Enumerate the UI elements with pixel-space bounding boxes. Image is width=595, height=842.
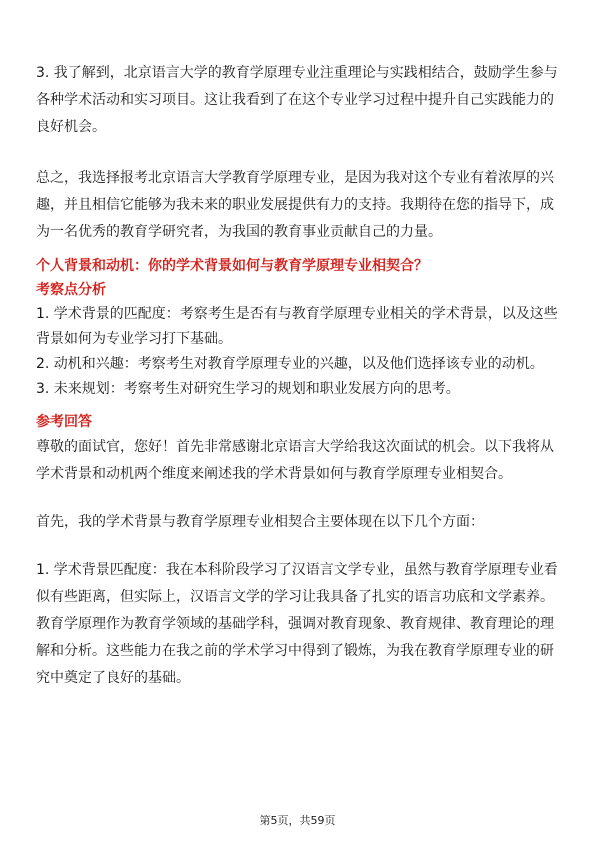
paragraph-summary: 总之，我选择报考北京语言大学教育学原理专业，是因为我对这个专业有着浓厚的兴趣，并且相信它能够为我未来的职业发展提供有力的支持。我期待在您的指导下，成为一名优秀的教育学研究者，为我国的教育事业贡献自己的力量。 xyxy=(36,170,554,240)
answer-heading: 参考回答 xyxy=(36,414,92,430)
page-number: 第5页，共59页 xyxy=(259,814,336,827)
analysis-item-1: 1. 学术背景的匹配度：考察考生是否有与教育学原理专业相关的学术背景，以及这些背景如何为专业学习打下基础。 xyxy=(36,306,558,347)
page-content xyxy=(36,60,559,692)
spacer xyxy=(36,488,559,509)
question-heading: 个人背景和动机：你的学术背景如何与教育学原理专业相契合？ xyxy=(36,258,428,274)
answer-point-1: 1. 学术背景匹配度：我在本科阶段学习了汉语言文学专业，虽然与教育学原理专业看似有些距离，但实际上，汉语言文学的学习让我具备了扎实的语言功底和文学素养。教育学原理作为教育学领域的基础学科，强调对教育现象、教育规律、教育理论的理解和分析。这些能力在我之前的学术学习中得到了锻炼，为我在教育学原理专业的研究中奠定了良好的基础。 xyxy=(36,562,558,686)
answer-first: 首先，我的学术背景与教育学原理专业相契合主要体现在以下几个方面： xyxy=(36,514,484,530)
analysis-item-3: 3. 未来规划：考察考生对研究生学习的规划和职业发展方向的思考。 xyxy=(36,381,460,397)
spacer xyxy=(36,141,559,165)
analysis-heading: 考察点分析 xyxy=(36,282,106,298)
analysis-item-2: 2. 动机和兴趣：考察考生对教育学原理专业的兴趣，以及他们选择该专业的动机。 xyxy=(36,356,544,372)
answer-intro: 尊敬的面试官，您好！首先非常感谢北京语言大学给我这次面试的机会。以下我将从学术背景和动机两个维度来阐述我的学术背景如何与教育学原理专业相契合。 xyxy=(36,439,554,482)
spacer xyxy=(36,536,559,557)
paragraph-point-3: 3. 我了解到，北京语言大学的教育学原理专业注重理论与实践相结合，鼓励学生参与各种学术活动和实习项目。这让我看到了在这个专业学习过程中提升自己实践能力的良好机会。 xyxy=(36,65,558,135)
